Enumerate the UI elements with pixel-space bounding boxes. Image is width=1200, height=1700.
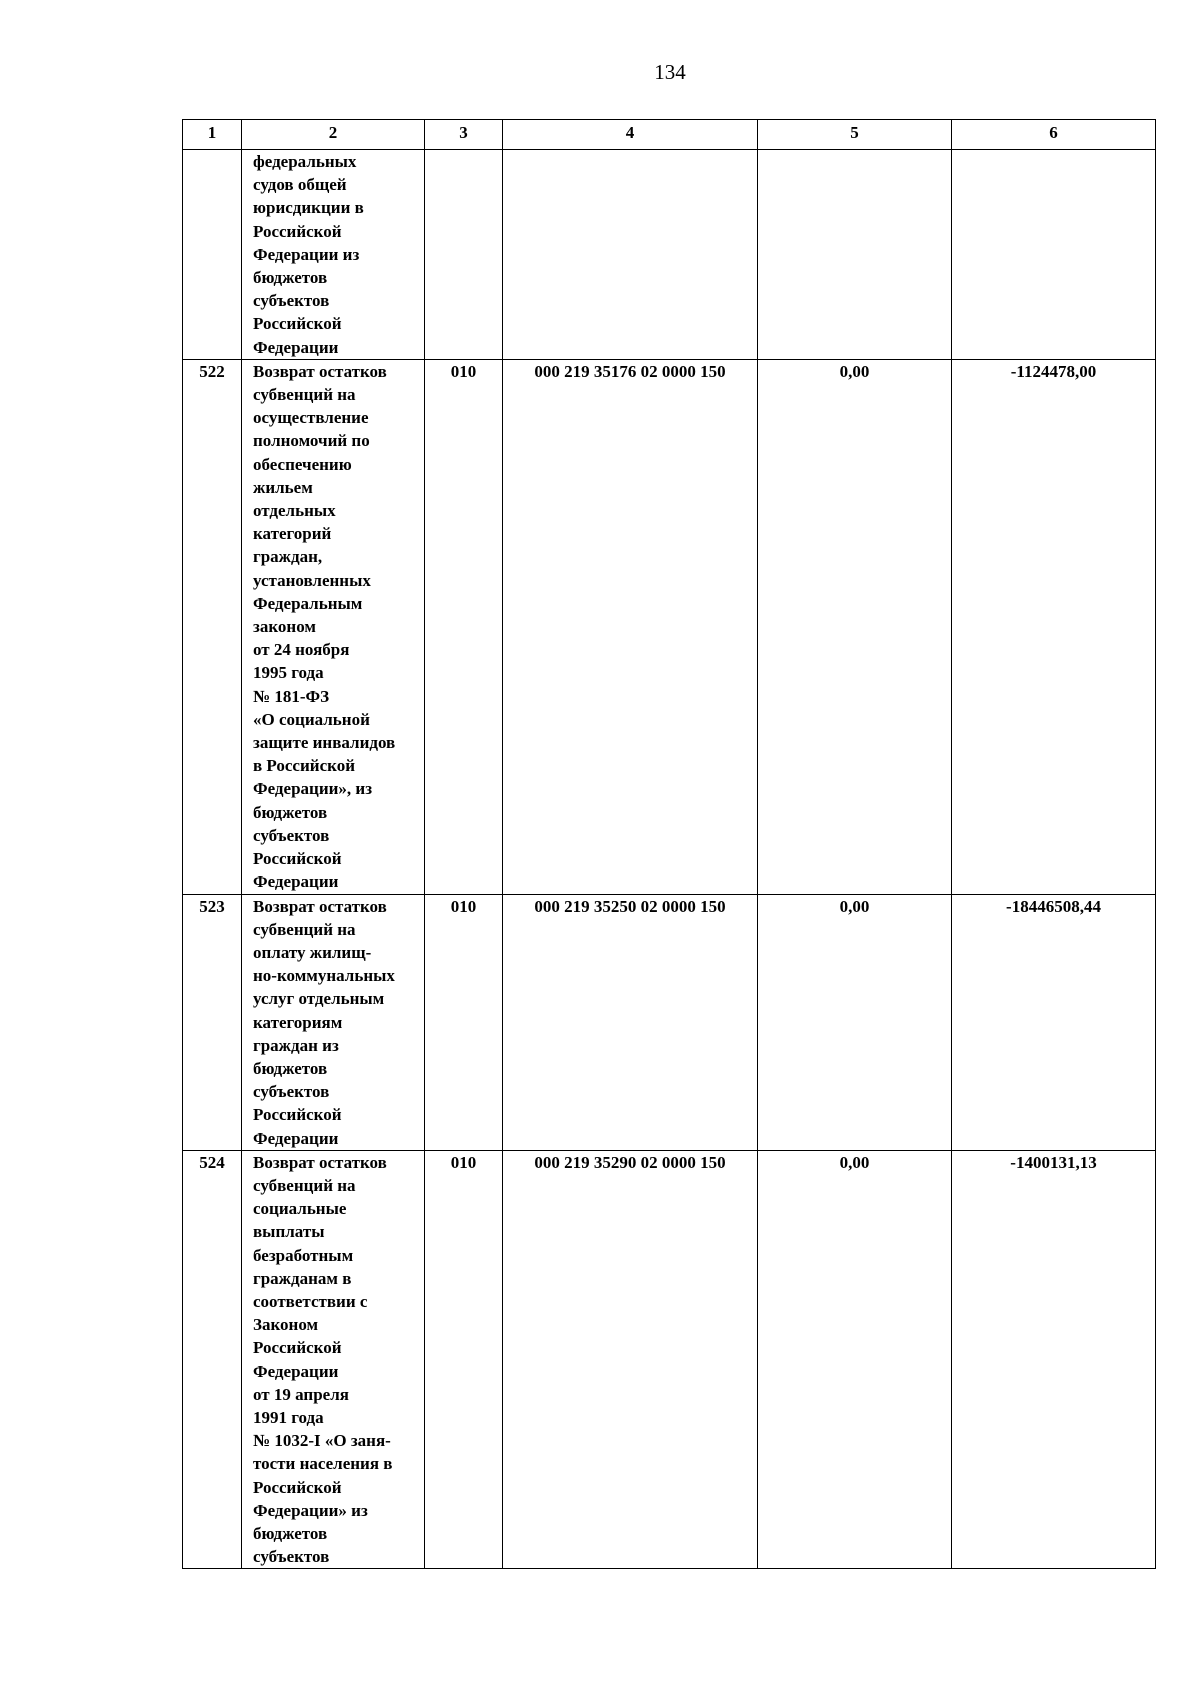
column-header-3: 3 — [425, 120, 503, 150]
table-row-continuation — [183, 150, 1156, 360]
continuation-col5-cell — [758, 150, 952, 360]
table-row — [183, 1150, 1156, 1569]
row-number: 523 — [183, 894, 242, 1150]
continuation-kbk-cell — [503, 150, 758, 360]
column-header-5: 5 — [758, 120, 952, 150]
row-admin-code: 010 — [425, 359, 503, 894]
continuation-code-cell — [425, 150, 503, 360]
continuation-num-cell — [183, 150, 242, 360]
row-name: Возврат остатков субвенций на социальные выплаты безработным гражданам в соответствии с Законом Российской Федерации от 19 апреля 1991 года № 1032-I «О заня- тости населения в Российской Федерации» из бюджетов субъектов — [242, 1150, 425, 1569]
table-row — [183, 359, 1156, 894]
row-budget-code: 000 219 35176 02 0000 150 — [503, 359, 758, 894]
row-value-col5: 0,00 — [758, 894, 952, 1150]
page-number: 134 — [654, 60, 686, 84]
row-admin-code: 010 — [425, 894, 503, 1150]
row-number: 524 — [183, 1150, 242, 1569]
column-header-1: 1 — [183, 120, 242, 150]
row-value-col6: -1400131,13 — [952, 1150, 1156, 1569]
continuation-name-cell: федеральных судов общей юрисдикции в Российской Федерации из бюджетов субъектов Российской Федерации — [242, 150, 425, 360]
row-value-col5: 0,00 — [758, 359, 952, 894]
row-value-col5: 0,00 — [758, 1150, 952, 1569]
row-value-col6: -1124478,00 — [952, 359, 1156, 894]
column-header-2: 2 — [242, 120, 425, 150]
row-budget-code: 000 219 35250 02 0000 150 — [503, 894, 758, 1150]
budget-table — [182, 119, 1156, 1569]
row-number: 522 — [183, 359, 242, 894]
row-name: Возврат остатков субвенций на оплату жилищ- но-коммунальных услуг отдельным категориям граждан из бюджетов субъектов Российской Федерации — [242, 894, 425, 1150]
row-budget-code: 000 219 35290 02 0000 150 — [503, 1150, 758, 1569]
table-header-row — [183, 120, 1156, 150]
continuation-col6-cell — [952, 150, 1156, 360]
column-header-4: 4 — [503, 120, 758, 150]
row-name: Возврат остатков субвенций на осуществление полномочий по обеспечению жильем отдельных категорий граждан, установленных Федеральным законом от 24 ноября 1995 года № 181-ФЗ «О социальной защите инвалидов в Российской Федерации», из бюджетов субъектов Российской Федерации — [242, 359, 425, 894]
table-row — [183, 894, 1156, 1150]
row-value-col6: -18446508,44 — [952, 894, 1156, 1150]
row-admin-code: 010 — [425, 1150, 503, 1569]
column-header-6: 6 — [952, 120, 1156, 150]
